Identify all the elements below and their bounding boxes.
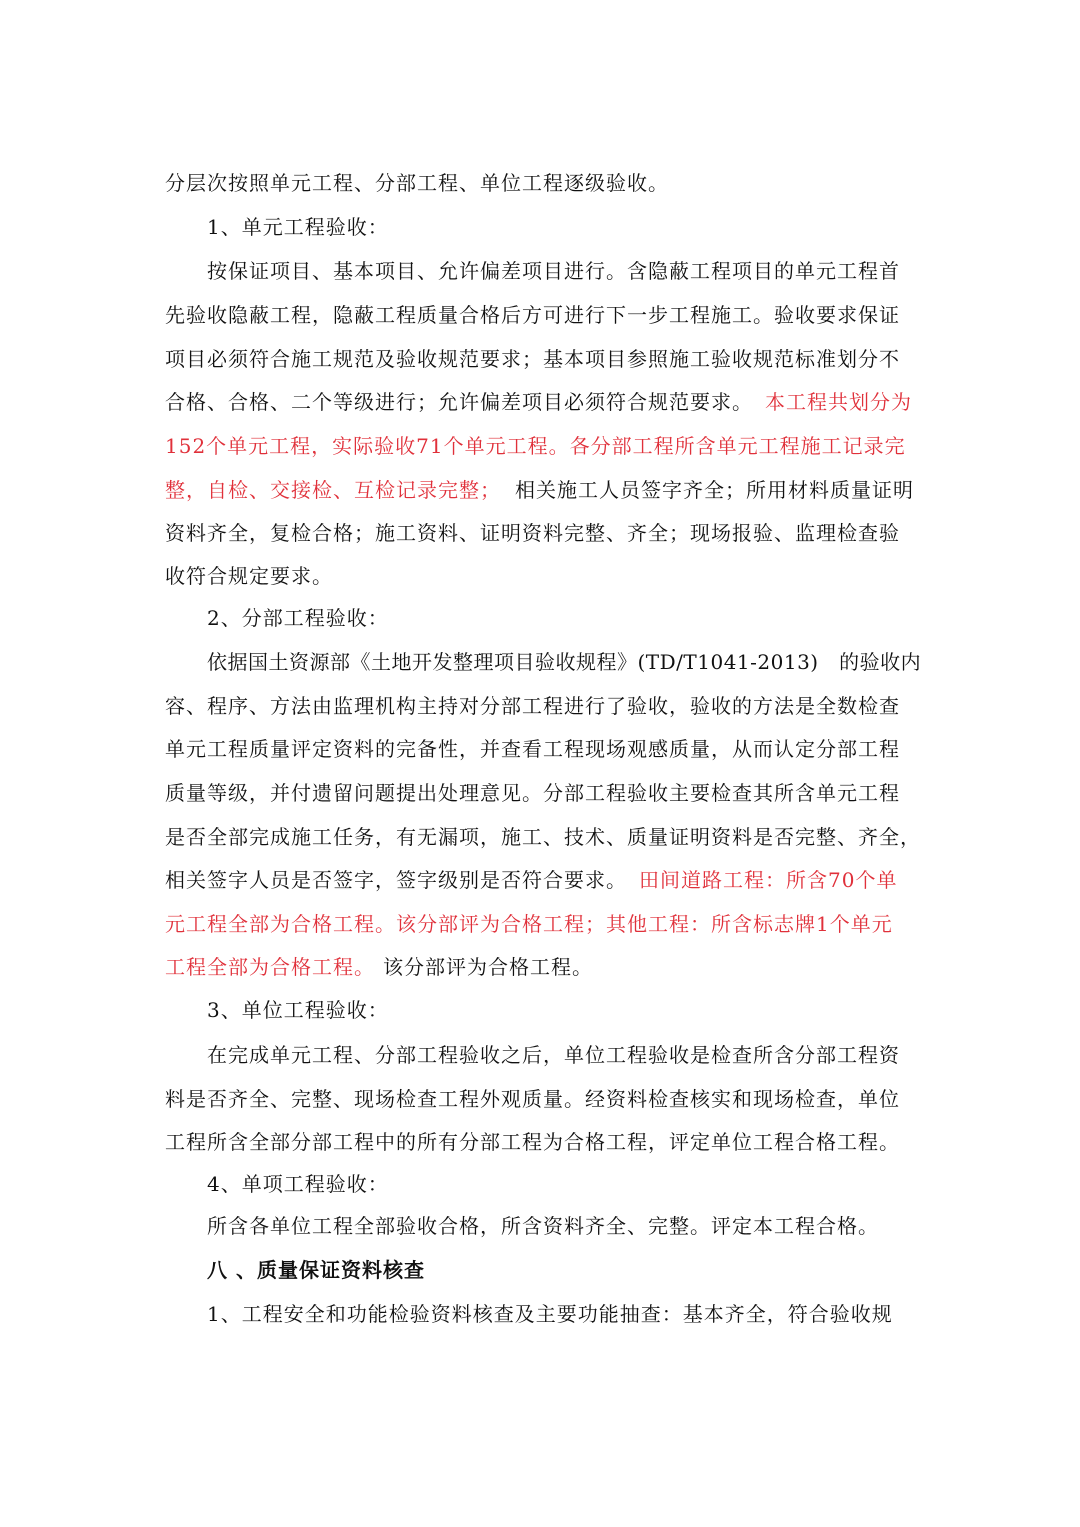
highlight-line: 元工程全部为合格工程。该分部评为合格工程；其他工程：所含标志牌1个单元 [165,912,893,936]
section3-heading: 3、单位工程验收： [207,998,389,1022]
section2-line: 容、程序、方法由监理机构主持对分部工程进行了验收，验收的方法是全数检查 [165,694,900,718]
section8-line: 1、工程安全和功能检验资料核查及主要功能抽查：基本齐全，符合验收规 [207,1302,893,1326]
section1-line: 按保证项目、基本项目、允许偏差项目进行。含隐蔽工程项目的单元工程首 [207,259,900,283]
section2-line: 质量等级，并付遗留问题提出处理意见。分部工程验收主要检查其所含单元工程 [165,781,900,805]
section2-line [165,867,897,893]
section8-heading: 八 、质量保证资料核查 [207,1258,425,1282]
highlight-text: 本工程共划分为 [765,390,912,414]
section1-line: 收符合规定要求。 [165,564,333,588]
section1-text: 相关施工人员签字齐全；所用材料质量证明 [515,478,914,502]
section3-line: 在完成单元工程、分部工程验收之后，单位工程验收是检查所含分部工程资 [207,1043,900,1067]
section2-text: 该分部评为合格工程。 [383,955,593,979]
section2-line: 依据国土资源部《土地开发整理项目验收规程》(TD/T1041-2013) 的验收内 [207,650,922,674]
intro-line: 分层次按照单元工程、分部工程、单位工程逐级验收。 [165,171,669,195]
section1-line [165,477,914,503]
section2-line [165,954,593,980]
section3-line: 工程所含全部分部工程中的所有分部工程为合格工程，评定单位工程合格工程。 [165,1130,900,1154]
section1-line: 项目必须符合施工规范及验收规范要求；基本项目参照施工验收规范标准划分不 [165,347,900,371]
section4-line: 所含各单位工程全部验收合格，所含资料齐全、完整。评定本工程合格。 [207,1214,879,1238]
section2-heading: 2、分部工程验收： [207,606,389,630]
section2-text: 相关签字人员是否签字，签字级别是否符合要求。 [165,868,627,892]
highlight-text: 田间道路工程：所含70个单 [639,868,898,892]
section4-heading: 4、单项工程验收： [207,1172,389,1196]
section1-line: 先验收隐蔽工程，隐蔽工程质量合格后方可进行下一步工程施工。验收要求保证 [165,303,900,327]
highlight-line: 152个单元工程，实际验收71个单元工程。各分部工程所含单元工程施工记录完 [165,434,906,458]
highlight-text: 工程全部为合格工程。 [165,955,375,979]
section1-text: 合格、合格、二个等级进行；允许偏差项目必须符合规范要求。 [165,390,753,414]
section3-line: 料是否齐全、完整、现场检查工程外观质量。经资料检查核实和现场检查，单位 [165,1087,900,1111]
section1-line [165,389,912,415]
highlight-text: 整，自检、交接检、互检记录完整； [165,478,501,502]
section2-line: 是否全部完成施工任务，有无漏项，施工、技术、质量证明资料是否完整、齐全， [165,825,921,849]
section1-line: 资料齐全，复检合格；施工资料、证明资料完整、齐全；现场报验、监理检查验 [165,521,900,545]
section2-line: 单元工程质量评定资料的完备性，并查看工程现场观感质量，从而认定分部工程 [165,737,900,761]
section1-heading: 1、单元工程验收： [207,215,389,239]
